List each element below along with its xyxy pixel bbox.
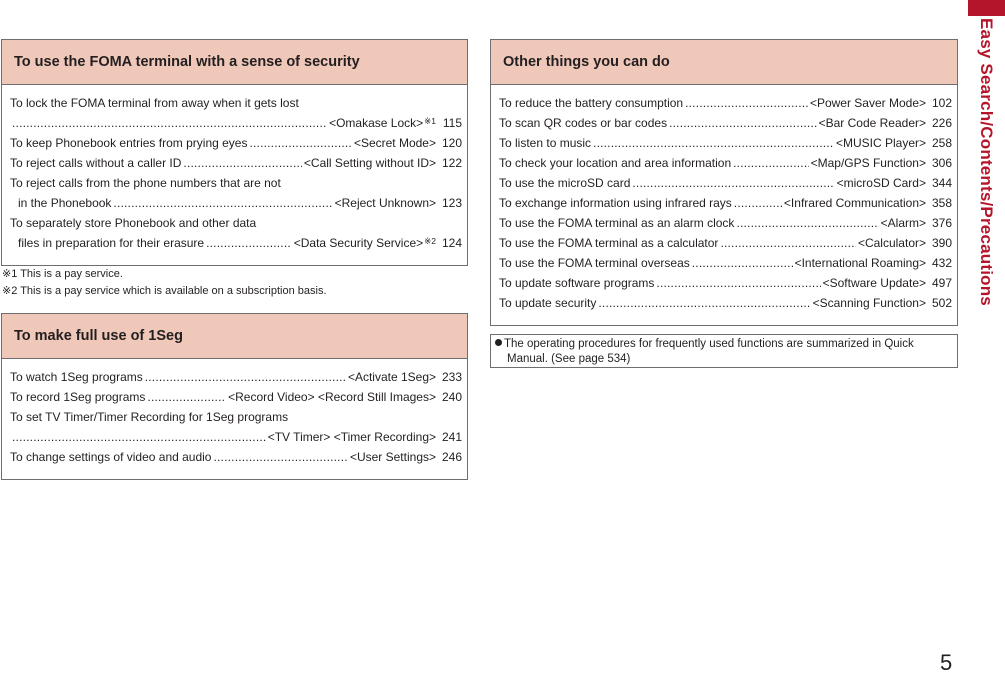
leader-dots xyxy=(733,153,808,173)
other-panel xyxy=(490,39,958,326)
list-item xyxy=(10,387,462,407)
leader-dots xyxy=(669,113,817,133)
item-text: To use the FOMA terminal as a calculator xyxy=(499,236,719,250)
list-item xyxy=(499,253,952,273)
item-page: 124 xyxy=(441,236,462,250)
item-ref: <TV Timer> <Timer Recording> xyxy=(267,430,436,444)
item-page: 120 xyxy=(441,136,462,150)
item-ref: <Record Video> <Record Still Images> xyxy=(228,390,436,404)
item-text: To change settings of video and audio xyxy=(10,450,212,464)
item-text: To watch 1Seg programs xyxy=(10,370,143,384)
leader-dots xyxy=(632,173,834,193)
leader-dots xyxy=(720,233,856,253)
list-item xyxy=(10,113,462,133)
item-page: 376 xyxy=(931,216,952,230)
item-text: To keep Phonebook entries from prying eyes xyxy=(10,136,248,150)
item-ref: <Calculator> xyxy=(857,236,926,250)
note-line-1: The operating procedures for frequently used functions are summarized in Quick xyxy=(495,337,953,352)
leader-dots xyxy=(692,253,793,273)
security-panel-title: To use the FOMA terminal with a sense of security xyxy=(2,40,467,85)
security-panel xyxy=(1,39,468,266)
leader-dots xyxy=(593,133,834,153)
item-ref: <Omakase Lock>$^{※1}$ xyxy=(329,116,436,130)
leader-dots xyxy=(145,367,346,387)
item-ref: <Infrared Communication> xyxy=(783,196,926,210)
side-index-tab xyxy=(968,0,1005,674)
item-page: 115 xyxy=(442,116,462,130)
item-ref: <Activate 1Seg> xyxy=(347,370,436,384)
leader-dots xyxy=(656,273,820,293)
leader-dots xyxy=(685,93,808,113)
other-panel-title: Other things you can do xyxy=(491,40,957,85)
list-item xyxy=(499,193,952,213)
list-item xyxy=(499,293,952,313)
list-item xyxy=(499,273,952,293)
item-ref: <Map/GPS Function> xyxy=(810,156,926,170)
list-item xyxy=(10,447,462,467)
item-page: 497 xyxy=(931,276,952,290)
item-page: 258 xyxy=(931,136,952,150)
item-page: 240 xyxy=(441,390,462,404)
other-list xyxy=(491,85,957,313)
oneseg-panel-title: To make full use of 1Seg xyxy=(2,314,467,359)
item-text: To scan QR codes or bar codes xyxy=(499,116,668,130)
item-ref: <Bar Code Reader> xyxy=(818,116,926,130)
item-page: 233 xyxy=(441,370,462,384)
leader-dots xyxy=(183,153,302,173)
list-item xyxy=(10,193,462,213)
leader-dots xyxy=(12,113,327,133)
leader-dots xyxy=(213,447,347,467)
item-ref: <Data Security Service>$^{※2}$ xyxy=(293,236,436,250)
oneseg-list xyxy=(2,359,467,467)
list-item xyxy=(499,153,952,173)
bullet-icon xyxy=(495,339,502,346)
list-item xyxy=(10,93,462,113)
list-item xyxy=(499,213,952,233)
list-item xyxy=(499,173,952,193)
leader-dots xyxy=(249,133,351,153)
item-ref: <Software Update> xyxy=(822,276,926,290)
item-text: To reject calls without a caller ID xyxy=(10,156,182,170)
page-number: 5 xyxy=(940,650,953,674)
item-text: To listen to music xyxy=(499,136,592,150)
item-ref: <Power Saver Mode> xyxy=(809,96,926,110)
oneseg-panel xyxy=(1,313,468,480)
item-ref: <Call Setting without ID> xyxy=(303,156,436,170)
item-page: 102 xyxy=(931,96,952,110)
item-text: To record 1Seg programs xyxy=(10,390,146,404)
item-ref: <Alarm> xyxy=(880,216,926,230)
list-item xyxy=(10,133,462,153)
list-item xyxy=(499,133,952,153)
item-text: To use the microSD card xyxy=(499,176,631,190)
tab-marker xyxy=(968,0,1005,16)
footnote-mark: ※2 xyxy=(424,236,436,246)
item-text: To use the FOMA terminal as an alarm clock xyxy=(499,216,735,230)
item-ref: <User Settings> xyxy=(349,450,436,464)
item-page: 432 xyxy=(931,256,952,270)
leader-dots xyxy=(147,387,226,407)
item-ref: <Scanning Function> xyxy=(812,296,926,310)
item-page: 123 xyxy=(441,196,462,210)
item-page: 306 xyxy=(931,156,952,170)
footnote-mark: ※1 xyxy=(424,116,436,126)
item-page: 344 xyxy=(931,176,952,190)
leader-dots xyxy=(598,293,810,313)
item-page: 122 xyxy=(441,156,462,170)
list-item xyxy=(499,93,952,113)
item-page: 502 xyxy=(931,296,952,310)
item-ref: <International Roaming> xyxy=(794,256,926,270)
list-item xyxy=(10,407,462,427)
item-text: To update security xyxy=(499,296,597,310)
item-page: 226 xyxy=(931,116,952,130)
item-text: To exchange information using infrared rays xyxy=(499,196,732,210)
item-text: in the Phonebook xyxy=(18,196,112,210)
item-text: To update software programs xyxy=(499,276,655,290)
item-text: To check your location and area information xyxy=(499,156,732,170)
footnote-1: ※1 This is a pay service. xyxy=(2,268,123,280)
leader-dots xyxy=(12,427,266,447)
leader-dots xyxy=(736,213,878,233)
item-text: To separately store Phonebook and other data xyxy=(10,216,257,230)
leader-dots xyxy=(206,233,292,253)
list-item xyxy=(10,427,462,447)
item-ref: <MUSIC Player> xyxy=(835,136,926,150)
security-list xyxy=(2,85,467,253)
quick-manual-note xyxy=(490,334,958,368)
side-tab-label: Easy Search/Contents/Precautions xyxy=(977,18,996,306)
item-ref: <Reject Unknown> xyxy=(334,196,436,210)
list-item xyxy=(10,173,462,193)
item-page: 241 xyxy=(441,430,462,444)
list-item xyxy=(10,153,462,173)
item-page: 246 xyxy=(441,450,462,464)
list-item xyxy=(10,367,462,387)
item-text: files in preparation for their erasure xyxy=(18,236,205,250)
leader-dots xyxy=(113,193,332,213)
leader-dots xyxy=(734,193,782,213)
item-text: To set TV Timer/Timer Recording for 1Seg programs xyxy=(10,410,289,424)
list-item xyxy=(10,213,462,233)
list-item xyxy=(499,113,952,133)
item-text: To reject calls from the phone numbers that are not xyxy=(10,176,281,190)
item-text: To reduce the battery consumption xyxy=(499,96,684,110)
item-text: To use the FOMA terminal overseas xyxy=(499,256,690,270)
item-text: To lock the FOMA terminal from away when it gets lost xyxy=(10,96,299,110)
footnote-2: ※2 This is a pay service which is available on a subscription basis. xyxy=(2,285,327,297)
item-ref: <microSD Card> xyxy=(836,176,926,190)
item-page: 390 xyxy=(931,236,952,250)
item-ref: <Secret Mode> xyxy=(353,136,436,150)
list-item xyxy=(499,233,952,253)
item-page: 358 xyxy=(931,196,952,210)
note-line-2: Manual. (See page 534) xyxy=(507,353,631,365)
list-item xyxy=(10,233,462,253)
